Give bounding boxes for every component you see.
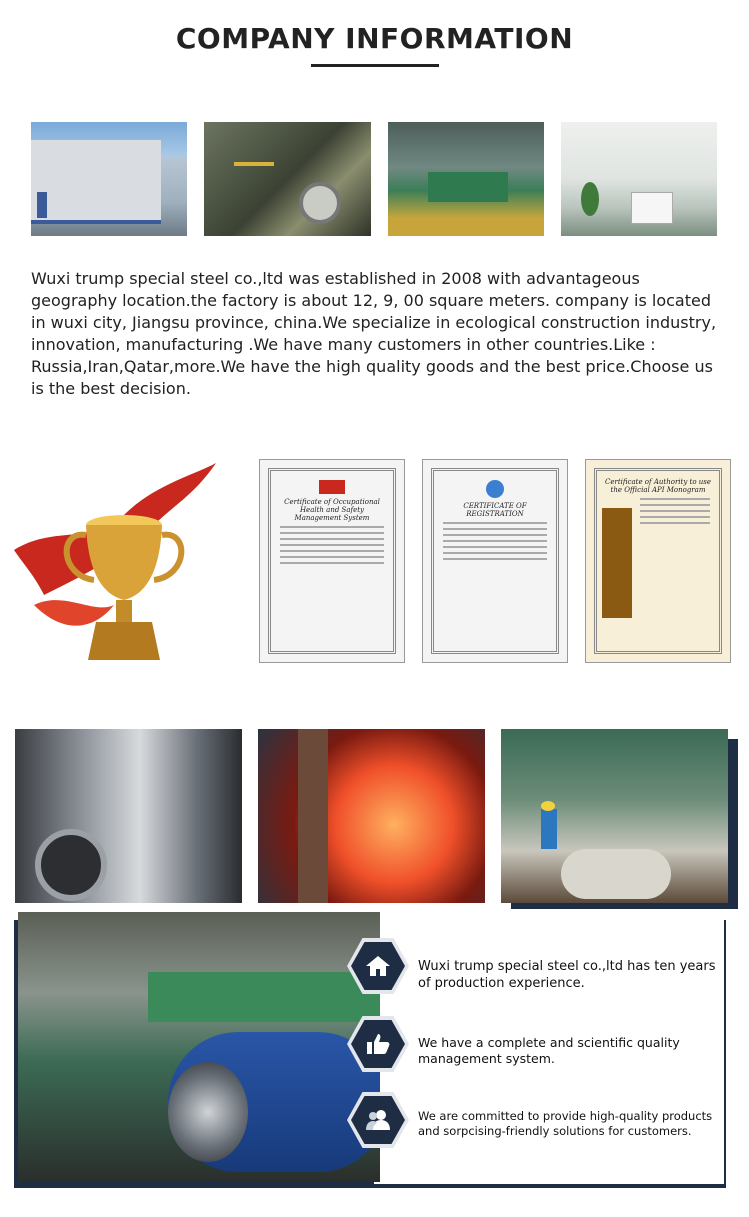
workshop-machinery-photo	[388, 122, 544, 236]
office-showroom-photo	[561, 122, 717, 236]
people-icon	[364, 1108, 392, 1132]
production-line-photo	[204, 122, 371, 236]
feature-text-experience: Wuxi trump special steel co.,ltd has ten years of production experience.	[418, 959, 716, 991]
steel-coil-photo	[15, 729, 242, 903]
certificate-title: Certificate of Authority to use the Official API Monogram	[604, 478, 712, 494]
prepainted-coil-photo	[18, 912, 380, 1182]
page-title: COMPANY INFORMATION	[175, 22, 574, 55]
certificate-title: CERTIFICATE OF REGISTRATION	[463, 502, 527, 518]
certificate-api-monogram	[585, 459, 731, 663]
feature-text-service: We are committed to provide high-quality products and sorpcising-friendly solutions for customers.	[418, 1109, 713, 1138]
title-underline	[311, 64, 439, 67]
company-description: Wuxi trump special steel co.,ltd was established in 2008 with advantageous geography location.the factory is about 12, 9, 00 square meters. company is located in wuxi city, Jiangsu province, china.We specialize in ecological construction industry, innovation, manufacturing .We have many customers in other countries.Like : Russia,Iran,Qatar,more.We have the high quality goods and the best price.Choose us is the best decision.	[31, 269, 717, 398]
certificate-title: Certificate of Occupational Health and Safety Management System	[284, 498, 380, 522]
certificate-registration	[422, 459, 568, 663]
factory-exterior-photo	[31, 122, 187, 236]
coil-workshop-photo	[501, 729, 728, 903]
trophy-icon	[4, 455, 218, 669]
hot-rolled-coil-photo	[258, 729, 485, 903]
feature-text-quality: We have a complete and scientific quality management system.	[418, 1035, 680, 1066]
certificate-ohsms	[259, 459, 405, 663]
house-icon	[365, 954, 391, 978]
thumbs-up-icon	[365, 1032, 391, 1056]
